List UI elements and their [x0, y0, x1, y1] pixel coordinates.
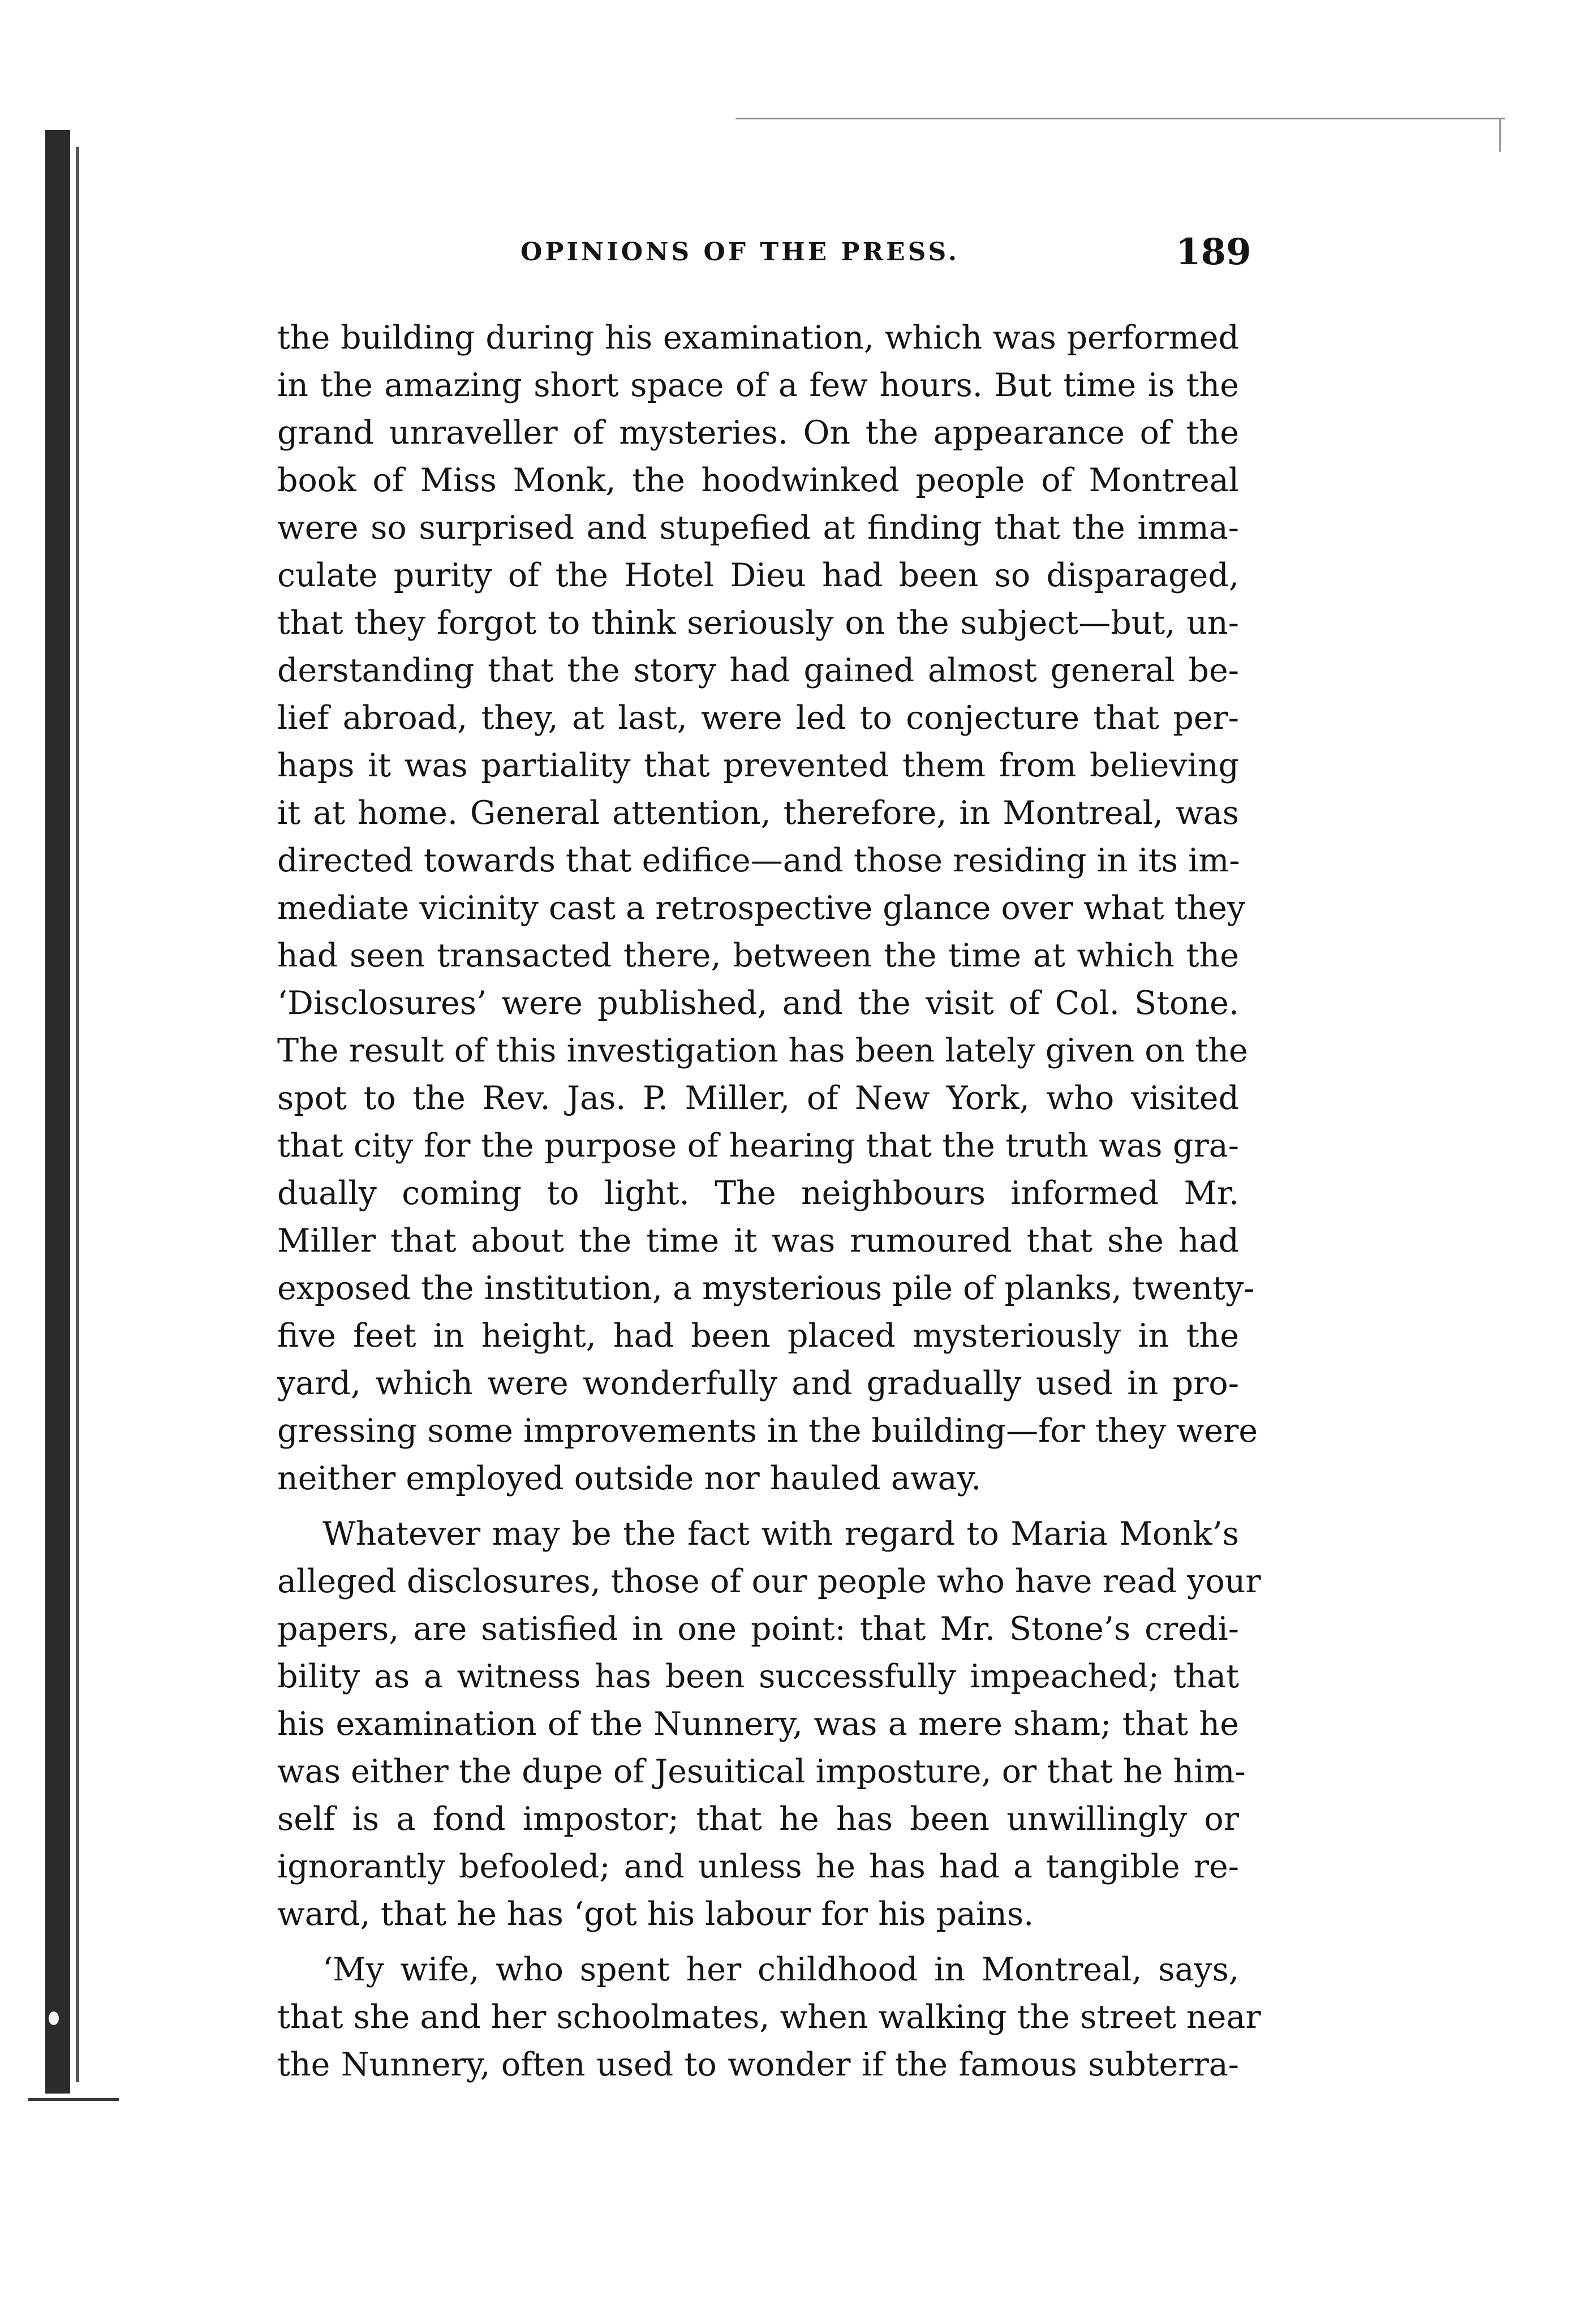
- text-line: neither employed outside nor hauled away.: [277, 1460, 982, 1497]
- scan-binding-edge: [45, 130, 70, 2094]
- text-line: dually coming to light. The neighbours informed Mr.: [277, 1175, 1239, 1212]
- text-line: ignorantly befooled; and unless he has had a tangible re-: [277, 1848, 1239, 1885]
- text-line: that she and her schoolmates, when walking the street near: [277, 1998, 1261, 2036]
- text-line: ward, that he has ‘got his labour for his pains.: [277, 1896, 1034, 1933]
- text-line: ‘My wife, who spent her childhood in Montreal, says,: [322, 1951, 1239, 1988]
- text-line: that city for the purpose of hearing that the truth was gra-: [277, 1127, 1239, 1164]
- paragraph-3: [277, 1946, 1261, 2088]
- scan-binding-shadow: [76, 147, 79, 2082]
- paragraph-gap: [277, 1502, 1239, 1510]
- text-line: yard, which were wonderfully and gradually used in pro-: [277, 1365, 1239, 1402]
- text-line: lief abroad, they, at last, were led to conjecture that per-: [277, 699, 1239, 737]
- paragraph-2: [277, 1510, 1261, 1938]
- text-line: derstanding that the story had gained almost general be-: [277, 652, 1239, 689]
- text-line: in the amazing short space of a few hours. But time is the: [277, 367, 1239, 404]
- text-line: five feet in height, had been placed mysteriously in the: [277, 1317, 1239, 1355]
- scan-speck: [49, 2012, 59, 2025]
- text-line: the Nunnery, often used to wonder if the famous subterra-: [277, 2046, 1239, 2083]
- page-number: 189: [1176, 231, 1251, 273]
- text-line: spot to the Rev. Jas. P. Miller, of New York, who visited: [277, 1080, 1239, 1117]
- text-line: grand unraveller of mysteries. On the appearance of the: [277, 414, 1239, 452]
- text-line: that they forgot to think seriously on the subject—but, un-: [277, 604, 1239, 642]
- scan-top-edge: [735, 118, 1505, 119]
- text-line: directed towards that edifice—and those residing in its im-: [277, 842, 1240, 879]
- text-line: papers, are satisfied in one point: that Mr. Stone’s credi-: [277, 1610, 1239, 1648]
- text-line: mediate vicinity cast a retrospective glance over what they: [277, 889, 1246, 927]
- text-line: culate purity of the Hotel Dieu had been so disparaged,: [277, 557, 1239, 594]
- body-text: [277, 314, 1261, 2088]
- running-head: OPINIONS OF THE PRESS.: [520, 238, 960, 267]
- text-line: was either the dupe of Jesuitical imposture, or that he him-: [277, 1753, 1246, 1790]
- text-line: alleged disclosures, those of our people who have read your: [277, 1563, 1261, 1600]
- scan-top-corner: [1499, 118, 1501, 152]
- text-line: haps it was partiality that prevented them from believing: [277, 747, 1239, 784]
- paragraph-1: [277, 314, 1258, 1502]
- text-line: book of Miss Monk, the hoodwinked people of Montreal: [277, 462, 1239, 499]
- text-line: Whatever may be the fact with regard to Maria Monk’s: [322, 1515, 1239, 1553]
- text-line: Miller that about the time it was rumoured that she had: [277, 1222, 1239, 1260]
- text-line: had seen transacted there, between the time at which the: [277, 937, 1239, 974]
- text-line: the building during his examination, which was performed: [277, 319, 1239, 356]
- text-line: bility as a witness has been successfully impeached; that: [277, 1658, 1239, 1695]
- text-line: self is a fond impostor; that he has been unwillingly or: [277, 1800, 1239, 1838]
- text-line: his examination of the Nunnery, was a mere sham; that he: [277, 1705, 1239, 1743]
- text-line: gressing some improvements in the building—for they were: [277, 1412, 1258, 1450]
- text-line: it at home. General attention, therefore, in Montreal, was: [277, 794, 1239, 832]
- text-line: were so surprised and stupefied at finding that the imma-: [277, 509, 1239, 547]
- text-line: ‘Disclosures’ were published, and the visit of Col. Stone.: [277, 985, 1239, 1022]
- text-line: exposed the institution, a mysterious pile of planks, twenty-: [277, 1270, 1255, 1307]
- paragraph-gap: [277, 1938, 1239, 1946]
- text-line: The result of this investigation has been lately given on the: [277, 1032, 1248, 1069]
- scan-bottom-mark: [28, 2098, 119, 2101]
